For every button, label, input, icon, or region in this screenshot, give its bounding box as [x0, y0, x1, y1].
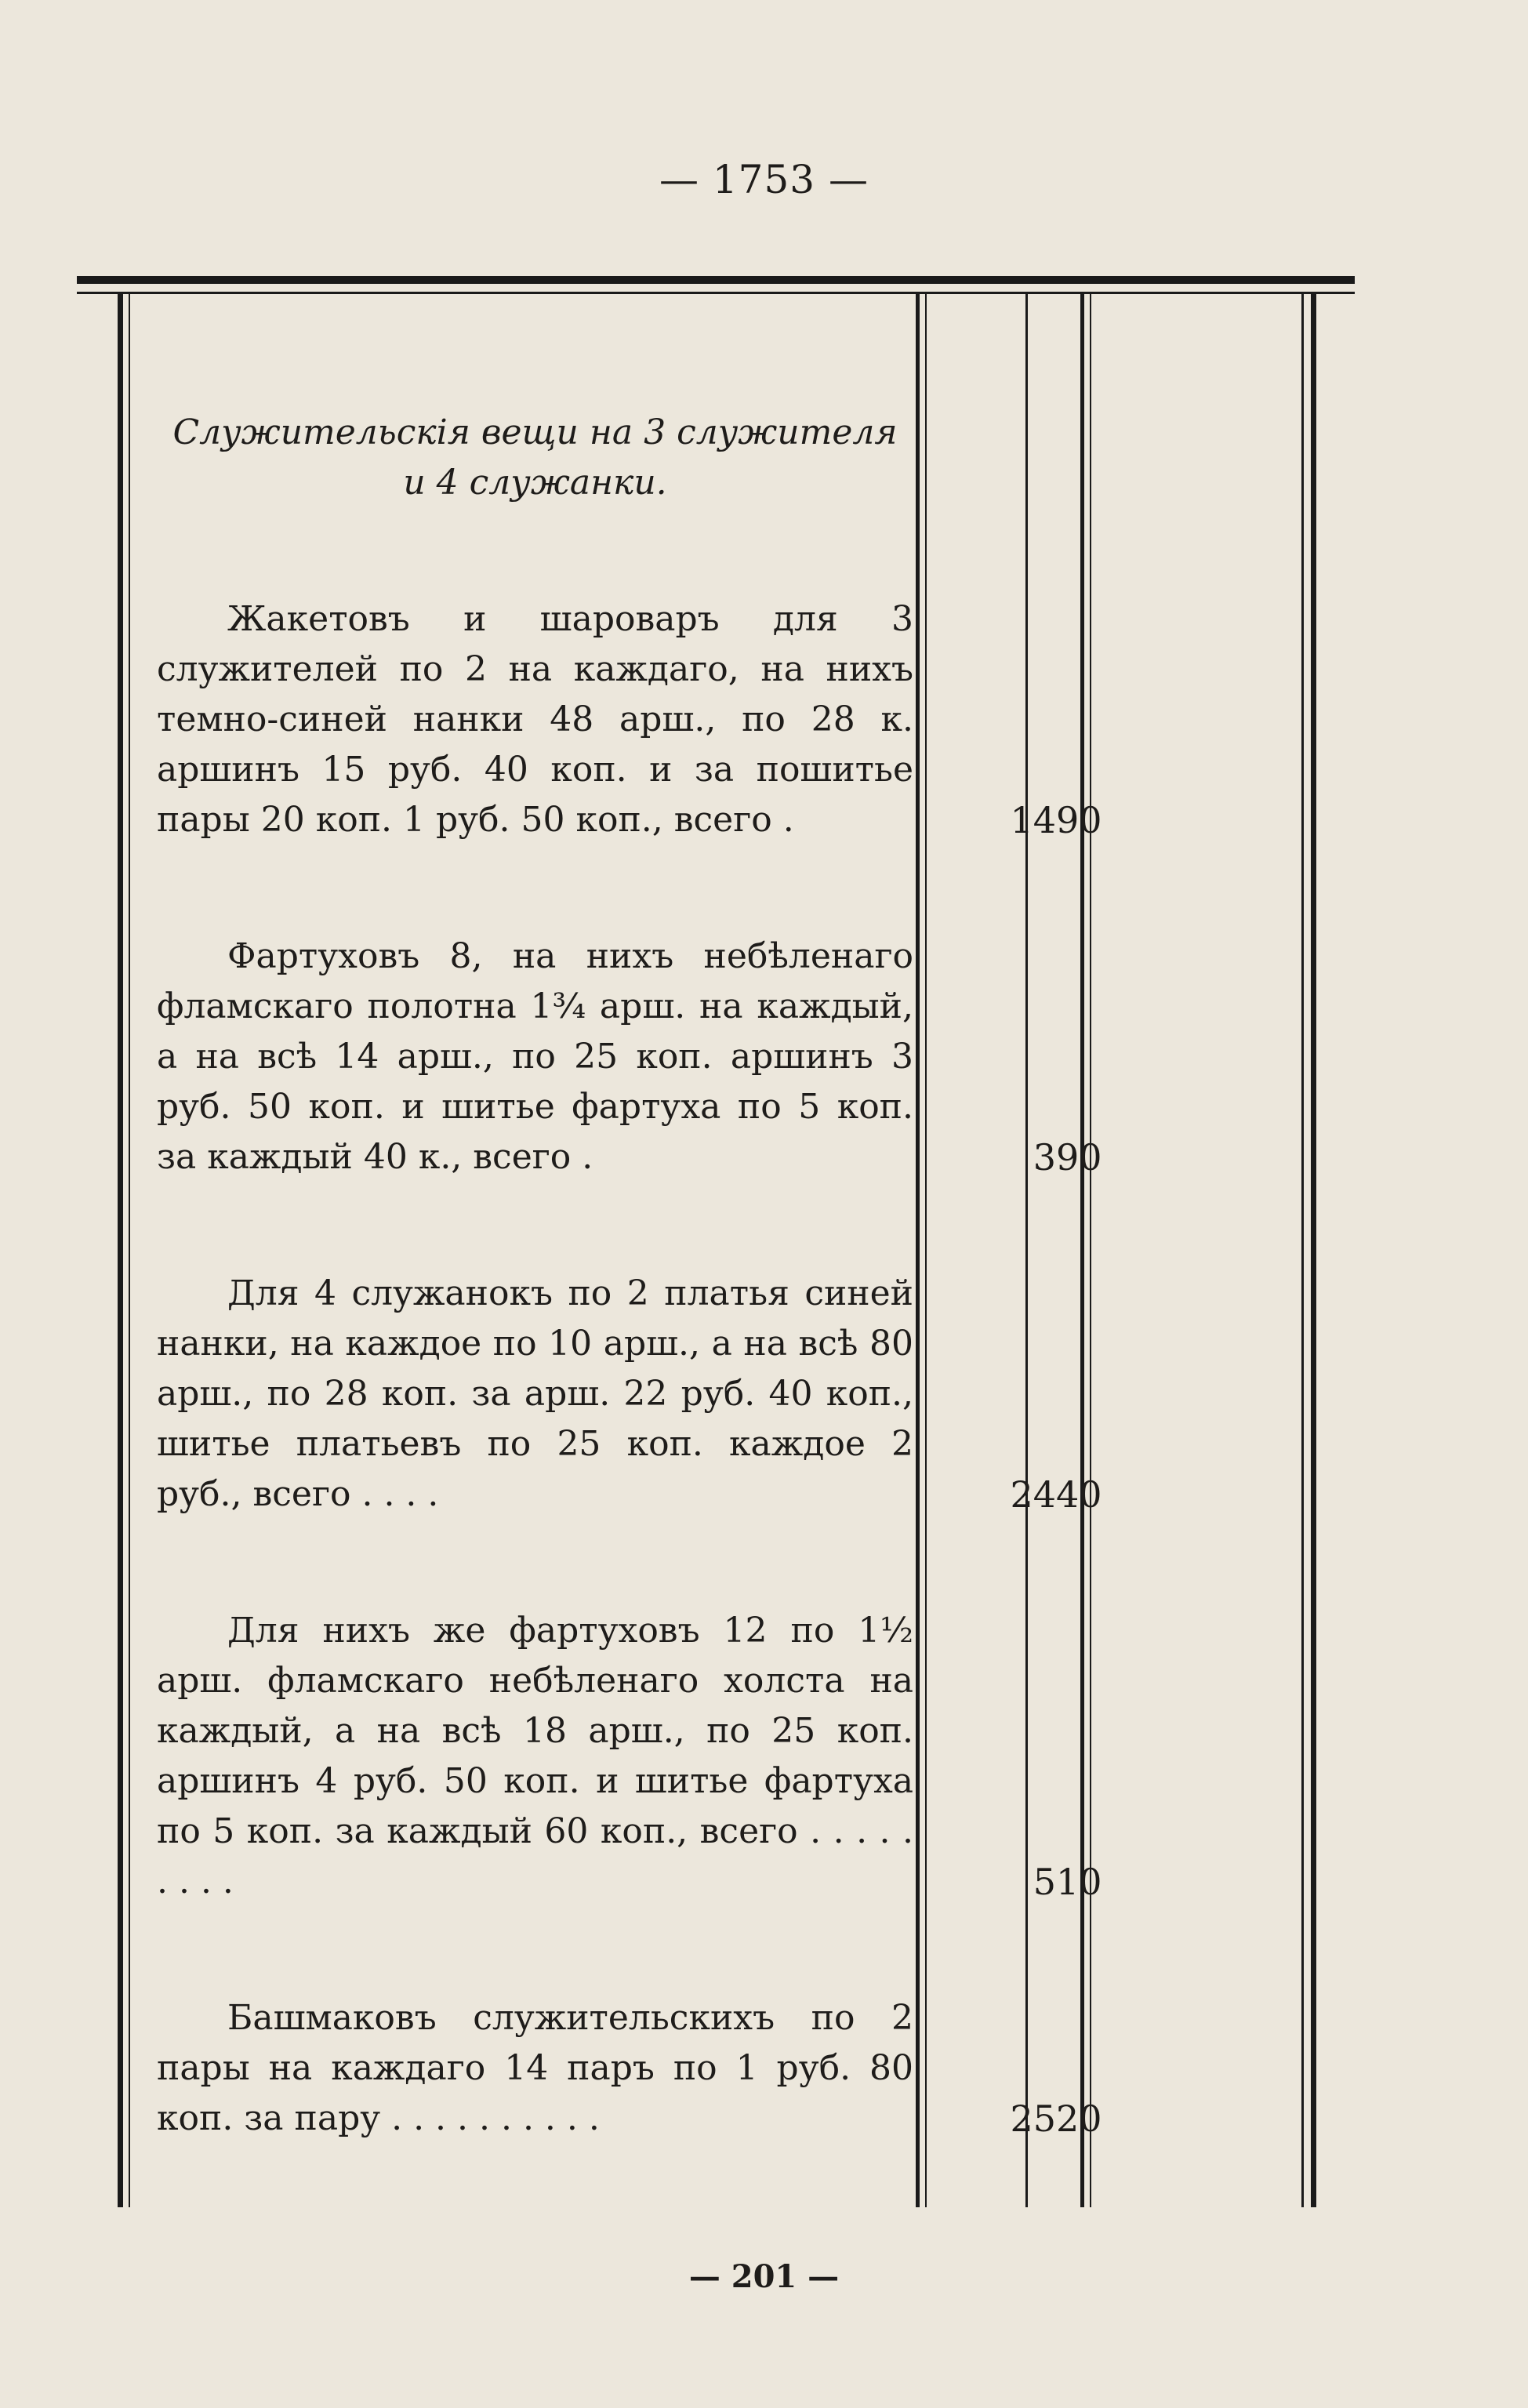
amount-rubles: 24: [1010, 1473, 1056, 1516]
column-divider-text: [916, 294, 920, 2207]
entry-amount: [929, 1132, 1102, 1182]
amount-kopeks: 20: [1056, 2097, 1102, 2140]
amount-kopeks: 90: [1056, 799, 1102, 841]
amount-rubles: 25: [1010, 2097, 1056, 2140]
entry-amount: [929, 1857, 1102, 1907]
page-number: — 1753 —: [659, 157, 869, 202]
entry-text: Фартуховъ 8, на нихъ небѣленаго фламскаго полотна 1¾ арш. на каждый, а на всѣ 14 арш., по 25 коп. аршинъ 3 руб. 50 коп. и шитье фартуха по 5 коп. за каждый 40 к., всего .: [157, 936, 913, 1177]
entry-aprons: [157, 932, 1102, 1182]
top-rule: [77, 276, 1355, 284]
entry-amount: [929, 2094, 1102, 2144]
amount-rubles: 14: [1010, 799, 1056, 841]
entry-maid-aprons: [157, 1606, 1102, 1907]
amount-rubles: 3: [1033, 1136, 1056, 1179]
entry-shoes: [157, 1993, 1102, 2144]
entry-text: Для нихъ же фартуховъ 12 по 1½ арш. фламскаго небѣленаго холста на каждый, а на всѣ 18 арш., по 25 коп. аршинъ 4 руб. 50 коп. и шитье фартуха по 5 коп. за каждый 60 коп., всего . . . . . . . . .: [157, 1611, 913, 1901]
table-border-left-inner: [129, 294, 130, 2207]
entry-amount: [929, 1469, 1102, 1520]
entry-dresses: [157, 1269, 1102, 1520]
entry-text: Башмаковъ служительскихъ по 2 пары на каждаго 14 паръ по 1 руб. 80 коп. за пару . . . . . . . . . .: [157, 1998, 913, 2138]
column-divider-amount-end: [1080, 294, 1084, 2207]
amount-kopeks: 40: [1056, 1473, 1102, 1516]
top-rule-thin: [77, 292, 1355, 294]
entry-text: Жакетовъ и шароваръ для 3 служителей по 2 на каждаго, на нихъ темно-синей нанки 48 арш., по 28 к. аршинъ 15 руб. 40 коп. и за пошитье пары 20 коп. 1 руб. 50 коп., всего .: [157, 599, 913, 840]
amount-kopeks: 10: [1056, 1861, 1102, 1903]
column-divider-kopeks: [1025, 294, 1028, 2207]
text-column: [157, 408, 1102, 2230]
amount-rubles: 5: [1033, 1861, 1056, 1903]
table-border-right-outer: [1311, 294, 1316, 2207]
entry-amount: [929, 795, 1102, 845]
section-heading: Служительскія вещи на 3 служителя и 4 служанки.: [172, 412, 898, 503]
column-divider-amount-end-inner: [1090, 294, 1091, 2207]
table-border-left: [118, 294, 123, 2207]
amount-kopeks: 90: [1056, 1136, 1102, 1179]
entry-jackets: [157, 594, 1102, 845]
table-border-right: [1301, 294, 1304, 2207]
sheet-number: — 201 —: [688, 2258, 840, 2295]
entry-text: Для 4 служанокъ по 2 платья синей нанки, на каждое по 10 арш., а на всѣ 80 арш., по 28 коп. за арш. 22 руб. 40 коп., шитье платьевъ по 25 коп. каждое 2 руб., всего . . . .: [157, 1273, 913, 1514]
column-divider-text-inner: [925, 294, 927, 2207]
